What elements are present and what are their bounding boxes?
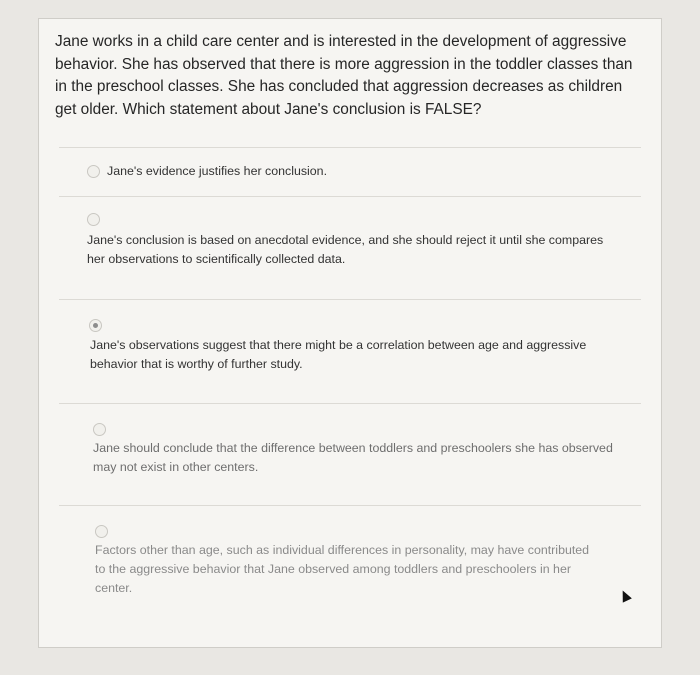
divider bbox=[59, 505, 641, 506]
answer-option-3[interactable] bbox=[59, 315, 641, 395]
question-card bbox=[38, 18, 662, 648]
divider bbox=[59, 196, 641, 197]
answer-option-label: Jane's conclusion is based on anecdotal evidence, and she should reject it until she compares her observations to scientifically collected data. bbox=[87, 233, 604, 266]
radio-button[interactable] bbox=[87, 213, 100, 226]
radio-button[interactable] bbox=[87, 165, 100, 178]
radio-button[interactable] bbox=[95, 525, 108, 538]
divider bbox=[59, 299, 641, 300]
answer-option-label: Jane's observations suggest that there might be a correlation between age and aggressive behavior that is worthy of further study. bbox=[90, 338, 587, 371]
answer-option-2[interactable] bbox=[59, 209, 641, 289]
question-text: Jane works in a child care center and is interested in the development of aggressive behavior. She has observed that there is more aggression in the toddler classes than in the preschool classes. She has concluded that aggression decreases as children get older. Which statement about Jane's conclusion is FALSE? bbox=[55, 33, 633, 118]
answer-option-5[interactable] bbox=[59, 521, 641, 621]
divider bbox=[59, 403, 641, 404]
answer-option-4[interactable] bbox=[59, 419, 641, 499]
answer-option-1[interactable] bbox=[59, 159, 641, 199]
radio-button[interactable] bbox=[93, 423, 106, 436]
radio-button-selected[interactable] bbox=[89, 319, 102, 332]
divider bbox=[59, 147, 641, 148]
answer-option-label: Jane's evidence justifies her conclusion. bbox=[107, 164, 328, 178]
answer-option-label: Factors other than age, such as individual differences in personality, may have contributed to the aggressive behavior that Jane observed among toddlers and preschoolers in her center. bbox=[95, 543, 590, 595]
answer-option-label: Jane should conclude that the difference between toddlers and preschoolers she has observed may not exist in other centers. bbox=[93, 441, 613, 474]
